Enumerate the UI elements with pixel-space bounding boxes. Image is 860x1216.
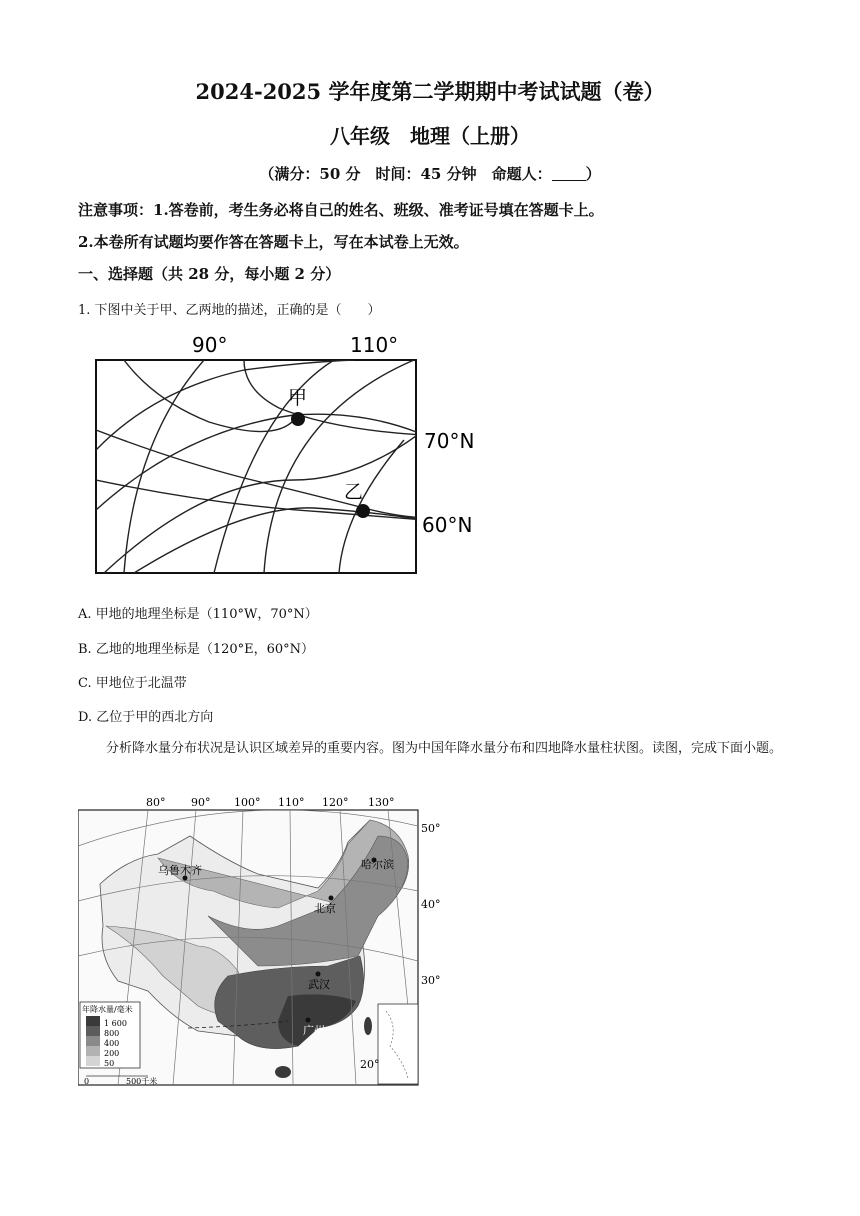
lat-label-50: 50° (421, 822, 441, 835)
scale-zero: 0 (84, 1077, 90, 1086)
legend-swatch (86, 1036, 100, 1046)
legend-value-50: 50 (104, 1059, 115, 1068)
lon-label-110: 110° (350, 333, 399, 357)
meta-prefix: （满分：50 分 时间：45 分钟 命题人： (259, 165, 552, 183)
legend-swatch (86, 1056, 100, 1066)
lat-label-60: 60°N (422, 513, 473, 537)
exam-title: 2024-2025 学年度第二学期期中考试试题（卷） (195, 79, 665, 104)
passage-text: 分析降水量分布状况是认识区域差异的重要内容。图为中国年降水量分布和四地降水量柱状图。读图，完成下面小题。 (106, 741, 783, 756)
taiwan-island (364, 1017, 372, 1035)
lon-label-90: 90° (192, 333, 228, 357)
option-a: A. 甲地的地理坐标是（110°W，70°N） (78, 607, 318, 622)
south-sea-inset (378, 1004, 418, 1084)
hainan-island (275, 1066, 291, 1078)
city-dot-guangzhou (306, 1018, 311, 1023)
notice-line-1: 注意事项：1.答卷前，考生务必将自己的姓名、班级、准考证号填在答题卡上。 (78, 201, 604, 219)
graticule-figure (94, 330, 494, 578)
lat-label-40: 40° (421, 898, 441, 911)
lat-label-20: 20° (360, 1058, 380, 1071)
legend-title: 年降水量/毫米 (82, 1005, 133, 1014)
section-title: 一、选择题（共 28 分，每小题 2 分） (78, 265, 341, 283)
author-blank (552, 166, 586, 181)
city-dot-wuhan (316, 972, 321, 977)
option-c: C. 甲地位于北温带 (78, 676, 187, 691)
legend-value-1600: 1 600 (104, 1019, 127, 1028)
question-1-stem: 1. 下图中关于甲、乙两地的描述，正确的是（ ） (78, 303, 381, 318)
legend-swatch (86, 1046, 100, 1056)
option-b: B. 乙地的地理坐标是（120°E，60°N） (78, 642, 315, 657)
legend-swatch (86, 1016, 100, 1026)
precip-legend (80, 1002, 140, 1068)
city-label-beijing: 北京 (314, 902, 336, 915)
lat-label-70: 70°N (424, 429, 475, 453)
lon-label-90: 90° (191, 796, 211, 809)
lon-label-100: 100° (234, 796, 261, 809)
city-label-wuhan: 武汉 (308, 978, 330, 991)
china-precipitation-map (78, 796, 448, 1088)
lon-label-80: 80° (146, 796, 166, 809)
point-jia (291, 412, 305, 426)
exam-subtitle: 八年级 地理（上册） (330, 124, 530, 148)
point-jia-label: 甲 (288, 387, 308, 409)
exam-meta (0, 163, 860, 184)
city-label-urumqi: 乌鲁木齐 (158, 864, 202, 877)
city-label-guangzhou: 广州 (303, 1024, 325, 1037)
option-d: D. 乙位于甲的西北方向 (78, 710, 214, 725)
lat-label-30: 30° (421, 974, 441, 987)
legend-value-800: 800 (104, 1029, 120, 1038)
city-label-harbin: 哈尔滨 (361, 858, 394, 871)
lon-label-110: 110° (278, 796, 305, 809)
scale-label: 500千米 (126, 1077, 158, 1086)
notice-line-2: 2.本卷所有试题均要作答在答题卡上，写在本试卷上无效。 (78, 233, 469, 251)
point-yi (356, 504, 370, 518)
lon-label-120: 120° (322, 796, 349, 809)
legend-value-400: 400 (104, 1039, 120, 1048)
legend-swatch (86, 1026, 100, 1036)
meta-suffix: ） (585, 165, 601, 183)
point-yi-label: 乙 (344, 481, 364, 503)
lon-label-130: 130° (368, 796, 395, 809)
legend-value-200: 200 (104, 1049, 120, 1058)
city-dot-beijing (329, 896, 334, 901)
